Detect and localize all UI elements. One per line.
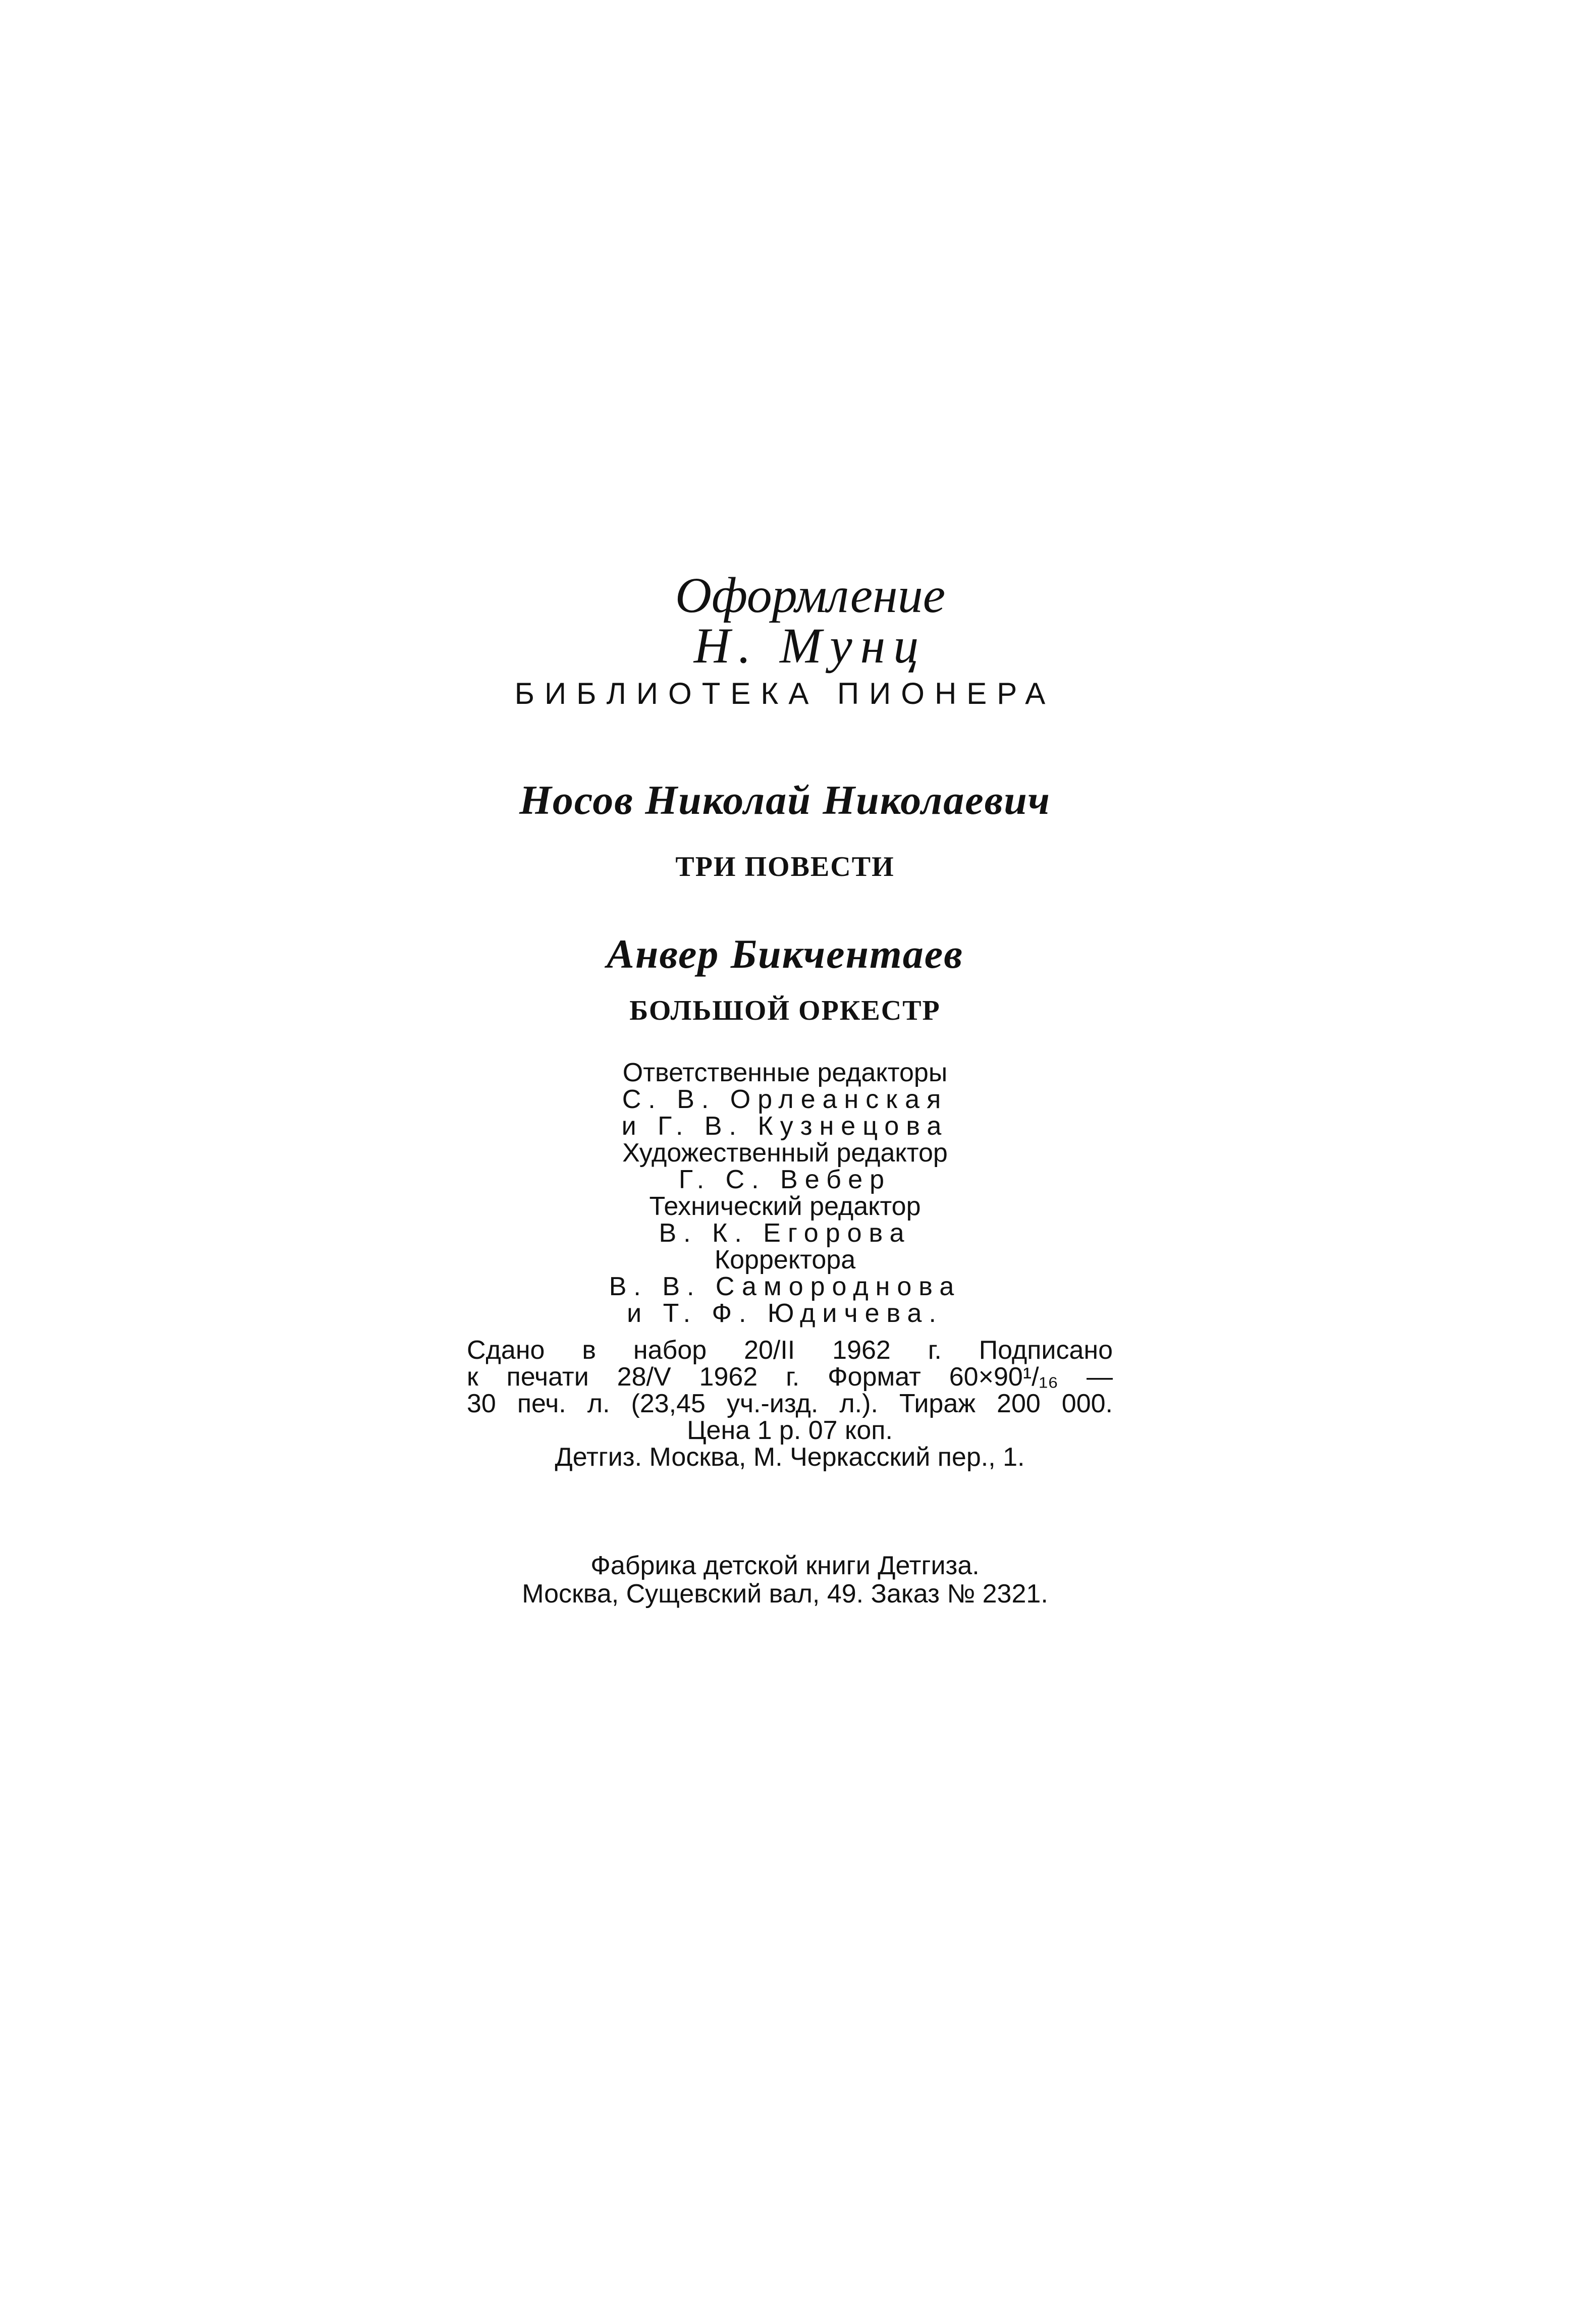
proofreader-1: В. В. Самороднова	[609, 1272, 961, 1301]
responsible-editor-1: С. В. Орлеанская	[622, 1085, 948, 1114]
imprint-line-4: Цена 1 р. 07 коп.	[687, 1416, 893, 1445]
design-credit-label: Оформление	[675, 567, 946, 623]
printer-line-1: Фабрика детской книги Детгиза.	[590, 1551, 980, 1580]
printer-line-2: Москва, Сущевский вал, 49. Заказ № 2321.	[522, 1579, 1048, 1609]
responsible-editors-label: Ответственные редакторы	[622, 1058, 948, 1087]
tech-editor: В. К. Егорова	[659, 1219, 911, 1248]
tech-editor-label: Технический редактор	[649, 1192, 921, 1221]
printer-info	[0, 1552, 1570, 1608]
work-1-author: Носов Николай Николаевич	[519, 777, 1051, 823]
work-1-title: ТРИ ПОВЕСТИ	[675, 851, 895, 882]
imprint-line-5: Детгиз. Москва, М. Черкасский пер., 1.	[555, 1443, 1025, 1472]
work-2-title: БОЛЬШОЙ ОРКЕСТР	[629, 995, 941, 1026]
design-credit-name: Н. Мунц	[693, 618, 927, 674]
work-2-author: Анвер Бикчентаев	[607, 931, 963, 977]
art-editor-label: Художественный редактор	[622, 1138, 948, 1168]
series-title: БИБЛИОТЕКА ПИОНЕРА	[514, 677, 1056, 710]
imprint-line-1: Сдано в набор 20/II 1962 г. Подписано	[467, 1336, 1113, 1365]
proofreader-2: и Т. Ф. Юдичева.	[627, 1299, 943, 1328]
responsible-editor-2: и Г. В. Кузнецова	[621, 1112, 949, 1141]
art-editor: Г. С. Вебер	[678, 1165, 892, 1194]
imprint-line-2: к печати 28/V 1962 г. Формат 60×90¹/₁₆ —	[467, 1362, 1113, 1392]
print-imprint	[467, 1337, 1113, 1471]
imprint-line-3: 30 печ. л. (23,45 уч.-изд. л.). Тираж 200 000.	[467, 1389, 1113, 1418]
editorial-credits	[0, 1060, 1570, 1327]
proofreaders-label: Корректора	[714, 1245, 856, 1275]
